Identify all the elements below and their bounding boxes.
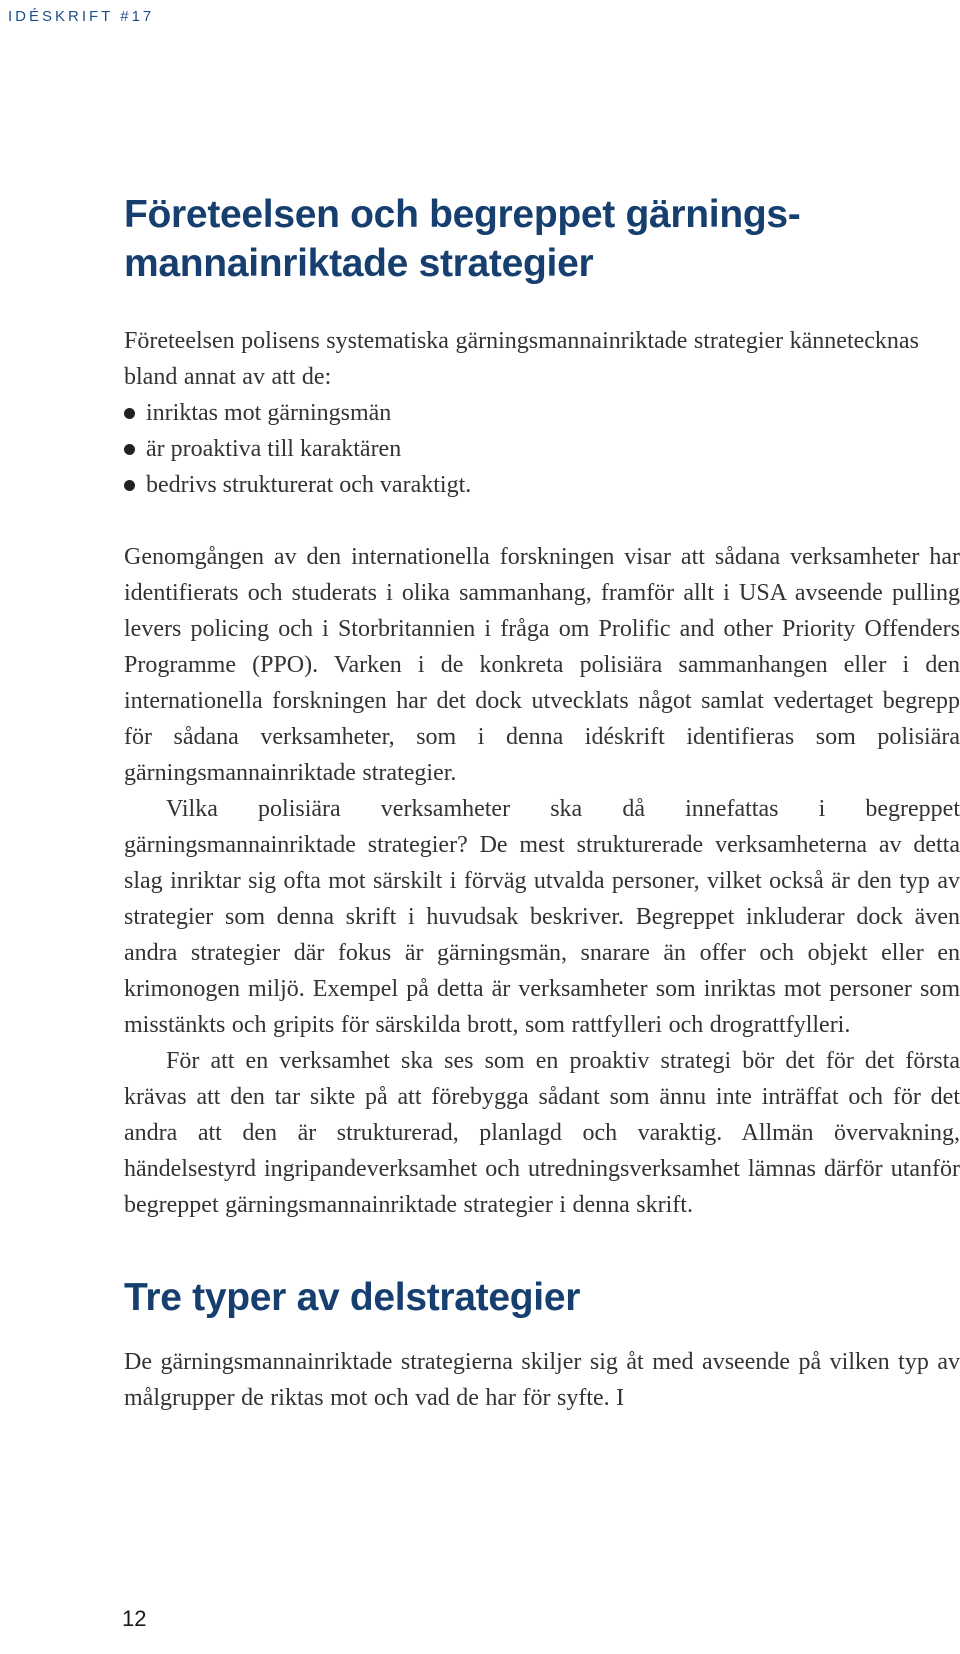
list-item bbox=[124, 431, 960, 467]
list-item bbox=[124, 467, 960, 503]
body-paragraph: Vilka polisiära verksamheter ska då innefattas i begreppet gärningsmannainriktade strategier? De mest strukturerade verksamheterna av detta slag inriktar sig ofta mot särskilt i förväg utvalda personer, vilket också är den typ av strategier som denna skrift i huvudsak beskriver. Begreppet inkluderar dock även andra strategier där fokus är gärningsmän, snarare än offer och objekt eller en krimonogen miljö. Exempel på detta är verksamheter som inriktas mot personer som misstänkts och gripits för särskilda brott, som rattfylleri och drograttfylleri. bbox=[124, 796, 960, 1038]
bullet-icon bbox=[124, 444, 135, 455]
page-content bbox=[124, 190, 960, 1416]
body-paragraph: Genomgången av den internationella forskningen visar att sådana verksamheter har identifierats och studerats i olika sammanhang, framför allt i USA avseende pulling levers policing och i Storbritannien i fråga om Prolific and other Priority Offenders Programme (PPO). Varken i de konkreta polisiära sammanhangen eller i den internationella forskningen har det dock utvecklats något samlat vedertaget begrepp för sådana verksamheter, som i denna idéskrift identifieras som polisiära gärningsmannainriktade strategier. bbox=[124, 544, 960, 786]
bullet-list bbox=[124, 395, 960, 503]
intro-paragraph: Företeelsen polisens systematiska gärningsmannainriktade strategier kännetecknas bland annat av att de: bbox=[124, 328, 919, 390]
bullet-icon bbox=[124, 480, 135, 491]
section-title: Tre typer av delstrategier bbox=[124, 1276, 581, 1319]
body-paragraph: För att en verksamhet ska ses som en proaktiv strategi bör det för det första krävas att den tar sikte på att förebygga sådant som ännu inte inträffat och för det andra att den är strukturerad, planlagd och varaktig. Allmän övervakning, händelsestyrd ingripandeverksamhet och utredningsverksamhet lämnas därför utanför begreppet gärningsmannainriktade strategier i denna skrift. bbox=[124, 1048, 960, 1218]
bullet-icon bbox=[124, 408, 135, 419]
bullet-text: bedrivs strukturerat och varaktigt. bbox=[146, 472, 472, 498]
bullet-text: inriktas mot gärningsmän bbox=[146, 400, 392, 426]
page-number: 12 bbox=[122, 1606, 147, 1631]
section-title: Företeelsen och begreppet gärnings- mannainriktade strategier bbox=[124, 193, 801, 285]
bullet-text: är proaktiva till karaktären bbox=[146, 436, 402, 462]
body-paragraph: De gärningsmannainriktade strategierna skiljer sig åt med avseende på vilken typ av målgrupper de riktas mot och vad de har för syfte. I bbox=[124, 1349, 960, 1411]
running-header: IDÉSKRIFT #17 bbox=[8, 8, 155, 25]
list-item bbox=[124, 395, 960, 431]
